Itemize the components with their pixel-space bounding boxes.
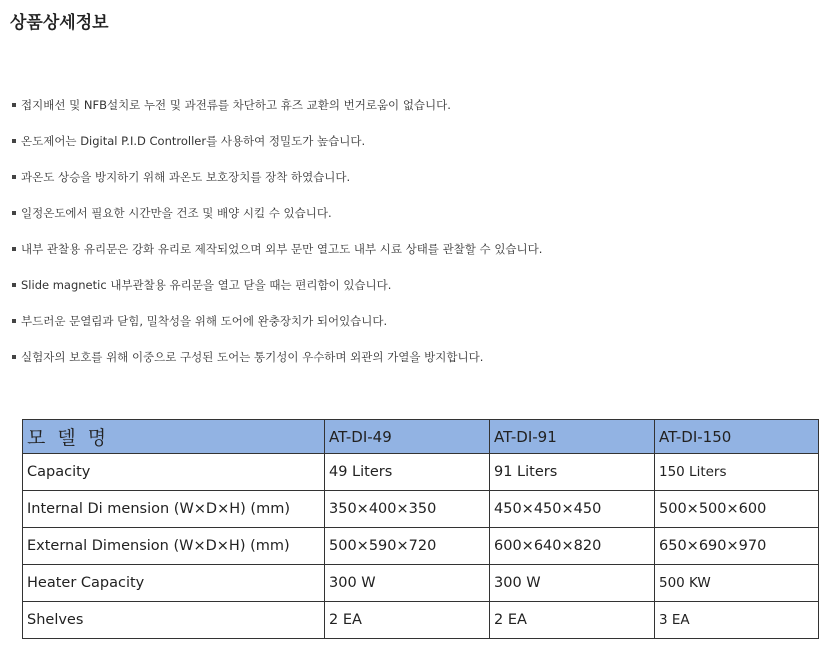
bullet-icon <box>12 355 16 359</box>
table-row <box>23 565 819 602</box>
row-label: Heater Capacity <box>23 565 325 602</box>
bullet-icon <box>12 139 16 143</box>
list-item <box>12 345 812 381</box>
table-cell: 500×590×720 <box>325 528 490 565</box>
feature-text: 내부 관찰용 유리문은 강화 유리로 제작되었으며 외부 문만 열고도 내부 시료 상태를 관찰할 수 있습니다. <box>21 242 543 256</box>
feature-text: 일정온도에서 필요한 시간만을 건조 및 배양 시킬 수 있습니다. <box>21 206 332 220</box>
table-cell: 500×500×600 <box>655 491 819 528</box>
list-item <box>12 201 812 237</box>
bullet-icon <box>12 103 16 107</box>
list-item <box>12 165 812 201</box>
table-header-model: AT-DI-150 <box>655 420 819 454</box>
feature-text: Slide magnetic 내부관찰용 유리문을 열고 닫을 때는 편리함이 있습니다. <box>21 278 392 292</box>
feature-text: 부드러운 문열림과 닫힘, 밀착성을 위해 도어에 완충장치가 되어있습니다. <box>21 314 388 328</box>
row-label: Internal Di mension (W×D×H) (mm) <box>23 491 325 528</box>
table-cell: 650×690×970 <box>655 528 819 565</box>
table-cell: 49 Liters <box>325 454 490 491</box>
table-cell: 150 Liters <box>655 454 819 491</box>
table-cell: 500 KW <box>655 565 819 602</box>
bullet-icon <box>12 283 16 287</box>
feature-text: 접지배선 및 NFB설치로 누전 및 과전류를 차단하고 휴즈 교환의 번거로움이 없습니다. <box>21 98 451 112</box>
table-cell: 2 EA <box>325 602 490 639</box>
row-label: Shelves <box>23 602 325 639</box>
list-item <box>12 273 812 309</box>
table-header-model: AT-DI-49 <box>325 420 490 454</box>
bullet-icon <box>12 211 16 215</box>
table-header-row <box>23 420 819 454</box>
list-item <box>12 93 812 129</box>
table-row <box>23 491 819 528</box>
feature-list <box>12 93 812 381</box>
table-cell: 300 W <box>490 565 655 602</box>
list-item <box>12 129 812 165</box>
list-item <box>12 309 812 345</box>
bullet-icon <box>12 247 16 251</box>
table-header-model-label: 모 델 명 <box>23 420 325 454</box>
row-label: Capacity <box>23 454 325 491</box>
bullet-icon <box>12 319 16 323</box>
list-item <box>12 237 812 273</box>
table-cell: 2 EA <box>490 602 655 639</box>
table-cell: 350×400×350 <box>325 491 490 528</box>
feature-text: 과온도 상승을 방지하기 위해 과온도 보호장치를 장착 하였습니다. <box>21 170 351 184</box>
feature-text: 온도제어는 Digital P.I.D Controller를 사용하여 정밀도가 높습니다. <box>21 134 366 148</box>
table-cell: 600×640×820 <box>490 528 655 565</box>
table-row <box>23 602 819 639</box>
table-row <box>23 528 819 565</box>
feature-text: 실험자의 보호를 위해 이중으로 구성된 도어는 통기성이 우수하며 외관의 가열을 방지합니다. <box>21 350 484 364</box>
page-title: 상품상세정보 <box>10 13 109 33</box>
table-cell: 3 EA <box>655 602 819 639</box>
table-row <box>23 454 819 491</box>
bullet-icon <box>12 175 16 179</box>
table-cell: 91 Liters <box>490 454 655 491</box>
table-header-model: AT-DI-91 <box>490 420 655 454</box>
row-label: External Dimension (W×D×H) (mm) <box>23 528 325 565</box>
table-cell: 450×450×450 <box>490 491 655 528</box>
spec-table <box>22 419 819 639</box>
table-cell: 300 W <box>325 565 490 602</box>
